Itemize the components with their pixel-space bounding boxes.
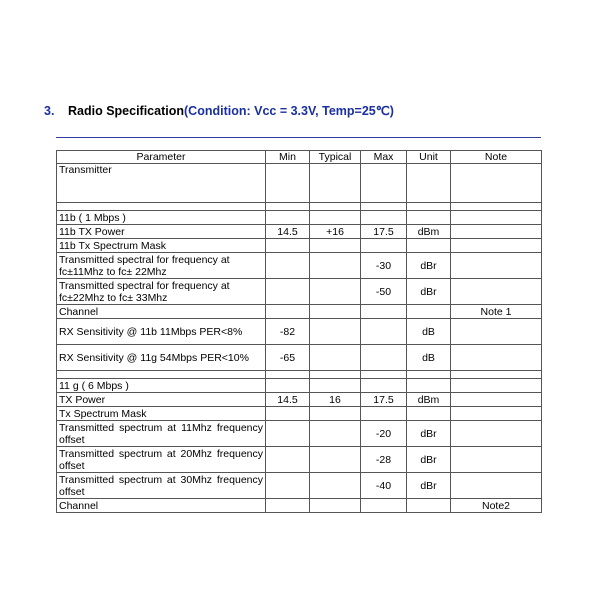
table-row [57,473,542,499]
note-cell: Note2 [451,499,542,513]
unit-cell: dBr [407,421,451,447]
spacer-row [57,203,542,211]
typical-cell [310,319,361,345]
min-cell: 14.5 [266,393,310,407]
unit-cell: dB [407,345,451,371]
table-row [57,279,542,305]
max-cell: -40 [361,473,407,499]
param-cell: Tx Spectrum Mask [57,407,266,421]
min-cell [266,407,310,421]
unit-cell [407,239,451,253]
max-cell: -28 [361,447,407,473]
note-cell [451,319,542,345]
min-cell [266,499,310,513]
group-row-11b [57,211,542,225]
typical-cell [310,447,361,473]
unit-cell [407,499,451,513]
table-row [57,345,542,371]
typical-cell [310,407,361,421]
param-cell: Transmitted spectrum at 20Mhz frequency offset [57,447,266,473]
heading-divider [56,137,541,138]
unit-cell: dBm [407,393,451,407]
header-min: Min [266,151,310,164]
unit-cell [407,407,451,421]
note-cell [451,225,542,239]
note-cell: Note 1 [451,305,542,319]
max-cell: 17.5 [361,225,407,239]
param-cell: RX Sensitivity @ 11g 54Mbps PER<10% [57,345,266,371]
table-row [57,407,542,421]
max-cell [361,499,407,513]
param-cell: Channel [57,305,266,319]
param-cell: Channel [57,499,266,513]
note-cell [451,421,542,447]
note-cell [451,407,542,421]
typical-cell [310,421,361,447]
min-cell [266,421,310,447]
min-cell: 14.5 [266,225,310,239]
min-cell [266,305,310,319]
section-number: 3. [44,104,55,118]
param-cell: TX Power [57,393,266,407]
transmitter-row [57,164,542,203]
typical-cell [310,305,361,319]
unit-cell: dB [407,319,451,345]
group-label-11b: 11b ( 1 Mbps ) [57,211,266,225]
header-note: Note [451,151,542,164]
max-cell [361,319,407,345]
table-row [57,447,542,473]
min-cell [266,279,310,305]
param-cell: Transmitted spectral for frequency at fc±11Mhz to fc± 22Mhz [57,253,266,279]
group-label-11g: 11 g ( 6 Mbps ) [57,379,266,393]
note-cell [451,253,542,279]
min-cell [266,253,310,279]
typical-cell [310,499,361,513]
table-row [57,319,542,345]
max-cell: -20 [361,421,407,447]
max-cell [361,407,407,421]
table-row [57,421,542,447]
table-row [57,305,542,319]
max-cell: -50 [361,279,407,305]
max-cell: -30 [361,253,407,279]
header-typical: Typical [310,151,361,164]
typical-cell [310,239,361,253]
min-cell: -65 [266,345,310,371]
unit-cell: dBr [407,473,451,499]
max-cell [361,239,407,253]
min-cell [266,239,310,253]
note-cell [451,239,542,253]
note-cell [451,345,542,371]
radio-spec-table [56,150,542,513]
table-row [57,393,542,407]
transmitter-label: Transmitter [57,164,266,203]
param-cell: Transmitted spectrum at 11Mhz frequency offset [57,421,266,447]
param-cell: 11b Tx Spectrum Mask [57,239,266,253]
table-row [57,253,542,279]
typical-cell [310,473,361,499]
table-row [57,225,542,239]
note-cell [451,473,542,499]
section-title: Radio Specification [68,104,184,118]
param-cell: 11b TX Power [57,225,266,239]
param-cell: Transmitted spectral for frequency at fc±22Mhz to fc± 33Mhz [57,279,266,305]
max-cell: 17.5 [361,393,407,407]
header-parameter: Parameter [57,151,266,164]
section-heading [44,103,394,118]
group-row-11g [57,379,542,393]
header-row [57,151,542,164]
table-row [57,499,542,513]
table-row [57,239,542,253]
typical-cell: 16 [310,393,361,407]
header-max: Max [361,151,407,164]
typical-cell [310,279,361,305]
header-unit: Unit [407,151,451,164]
typical-cell [310,345,361,371]
min-cell [266,473,310,499]
note-cell [451,393,542,407]
max-cell [361,305,407,319]
unit-cell [407,305,451,319]
min-cell: -82 [266,319,310,345]
param-cell: Transmitted spectrum at 30Mhz frequency offset [57,473,266,499]
spacer-row [57,371,542,379]
unit-cell: dBr [407,447,451,473]
section-condition: (Condition: Vcc = 3.3V, Temp=25℃) [184,104,394,118]
unit-cell: dBr [407,253,451,279]
note-cell [451,447,542,473]
min-cell [266,447,310,473]
note-cell [451,279,542,305]
typical-cell: +16 [310,225,361,239]
typical-cell [310,253,361,279]
max-cell [361,345,407,371]
unit-cell: dBm [407,225,451,239]
param-cell: RX Sensitivity @ 11b 11Mbps PER<8% [57,319,266,345]
unit-cell: dBr [407,279,451,305]
